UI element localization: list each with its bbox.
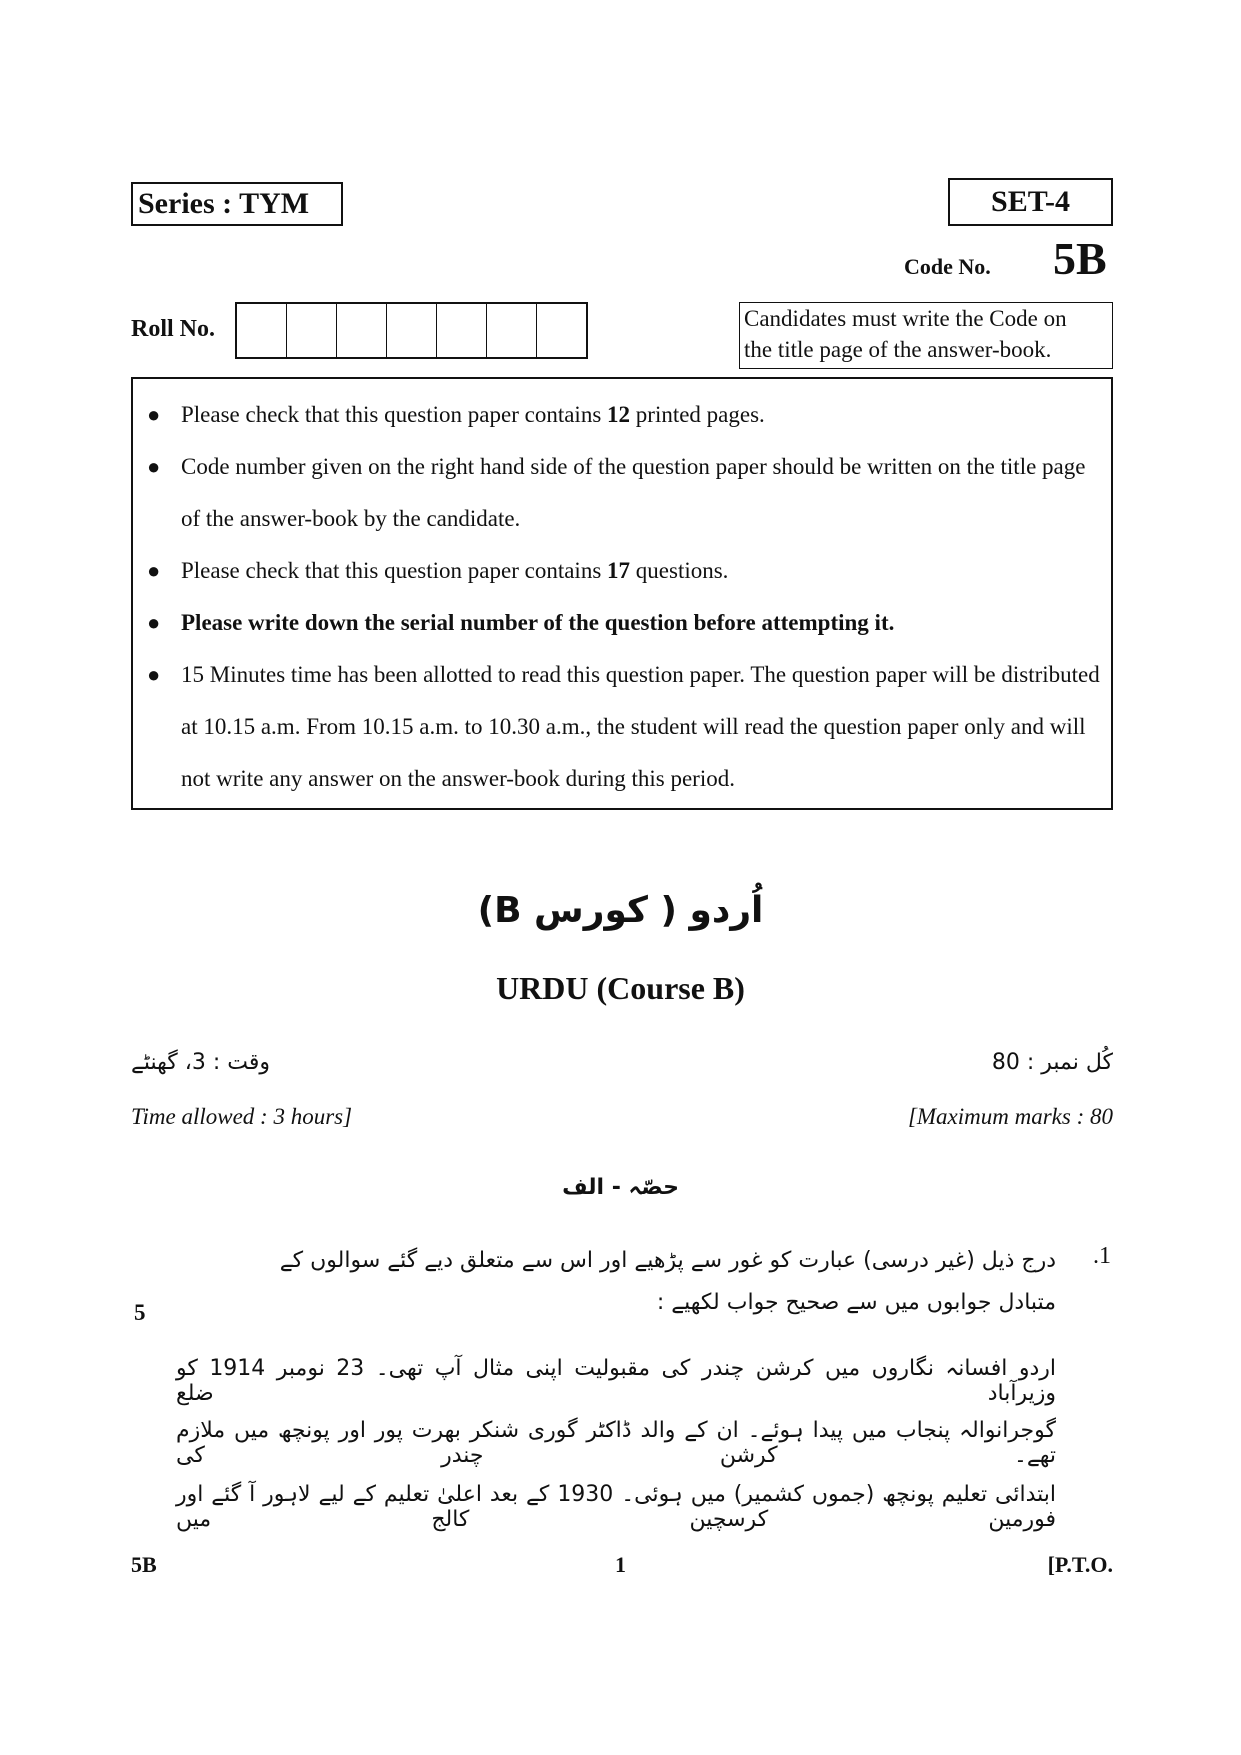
time-allowed-urdu: وقت : 3، گھنٹے (131, 1050, 271, 1075)
instructions-box (131, 377, 1113, 810)
instruction-bold: 17 (607, 558, 631, 583)
footer-code: 5B (131, 1552, 157, 1577)
question-text: درج ذیل (غیر درسی) عبارت کو غور سے پڑھیے اور اس سے متعلق دیے گئے سوالوں کے متبادل جوابوں میں سے صحیح جواب لکھیے : (279, 1248, 1056, 1315)
bullet-icon: ● (147, 454, 161, 479)
instruction-text: printed pages. (630, 402, 765, 427)
roll-number-cell[interactable] (537, 304, 586, 357)
instruction-text: 15 Minutes time has been allotted to read this question paper. The question paper will be distributed at 10.15 a.m. From 10.15 a.m. to 10.30 a.m., the student will read the question paper only and will not write any answer on the answer-book during this period. (181, 662, 1100, 791)
instruction-item (147, 389, 1101, 441)
instruction-item (147, 597, 1101, 649)
bullet-icon: ● (147, 610, 161, 635)
candidates-note (739, 302, 1113, 369)
roll-number-label: Roll No. (131, 316, 215, 342)
passage-line: اردو افسانہ نگاروں میں کرشن چندر کی مقبولیت اپنی مثال آپ تھی۔ 23 نومبر 1914 کو وزیرآباد ضلع (176, 1356, 1057, 1406)
page-number: 1 (615, 1552, 626, 1577)
roll-number-cell[interactable] (337, 304, 387, 357)
bullet-icon: ● (147, 558, 161, 583)
max-marks-english: [Maximum marks : 80 (907, 1104, 1113, 1129)
please-turn-over: [P.T.O. (1047, 1552, 1113, 1577)
instruction-text: Code number given on the right hand side of the question paper should be written on the title page of the answer-book by the candidate. (181, 454, 1086, 531)
code-value: 5B (1053, 233, 1107, 284)
set-label: SET-4 (948, 178, 1113, 226)
instruction-item (147, 649, 1101, 805)
time-allowed-english: Time allowed : 3 hours] (131, 1104, 353, 1129)
candidates-note-line: Candidates must write the Code on (744, 306, 1067, 331)
instruction-text: questions. (630, 558, 729, 583)
candidates-note-line: the title page of the answer-book. (744, 337, 1052, 362)
passage-line: گوجرانوالہ پنجاب میں پیدا ہوئے۔ ان کے والد ڈاکٹر گوری شنکر بھرت پور اور پونچھ میں ملازم تھے۔ کرشن چندر کی (176, 1418, 1056, 1468)
section-heading: حصّہ - الف (562, 1175, 679, 1200)
instruction-item (147, 441, 1101, 545)
roll-number-cell[interactable] (237, 304, 287, 357)
instruction-text: Please check that this question paper contains (181, 558, 608, 583)
instruction-item (147, 545, 1101, 597)
subject-title-english: URDU (Course B) (496, 970, 745, 1006)
instruction-text: Please check that this question paper contains (181, 402, 608, 427)
question-number: .1 (1093, 1243, 1111, 1269)
roll-number-cell[interactable] (487, 304, 537, 357)
question-marks: 5 (134, 1300, 146, 1325)
code-label: Code No. (904, 254, 991, 279)
passage-line: ابتدائی تعلیم پونچھ (جموں کشمیر) میں ہوئی۔ 1930 کے بعد اعلیٰ تعلیم کے لیے لاہور آ گئے اور فورمین کرسچین کالج میں (176, 1482, 1056, 1532)
instruction-bold: 12 (607, 402, 631, 427)
bullet-icon: ● (147, 662, 161, 687)
roll-number-cell[interactable] (437, 304, 487, 357)
instruction-bold: Please write down the serial number of the question before attempting it. (181, 610, 895, 635)
roll-number-grid[interactable] (235, 302, 588, 359)
roll-number-cell[interactable] (287, 304, 337, 357)
subject-title-urdu: اُردو ( کورس B) (477, 890, 764, 931)
max-marks-urdu: کُل نمبر : 80 (991, 1050, 1113, 1075)
bullet-icon: ● (147, 402, 161, 427)
series-label: Series : TYM (131, 182, 343, 226)
roll-number-cell[interactable] (387, 304, 437, 357)
